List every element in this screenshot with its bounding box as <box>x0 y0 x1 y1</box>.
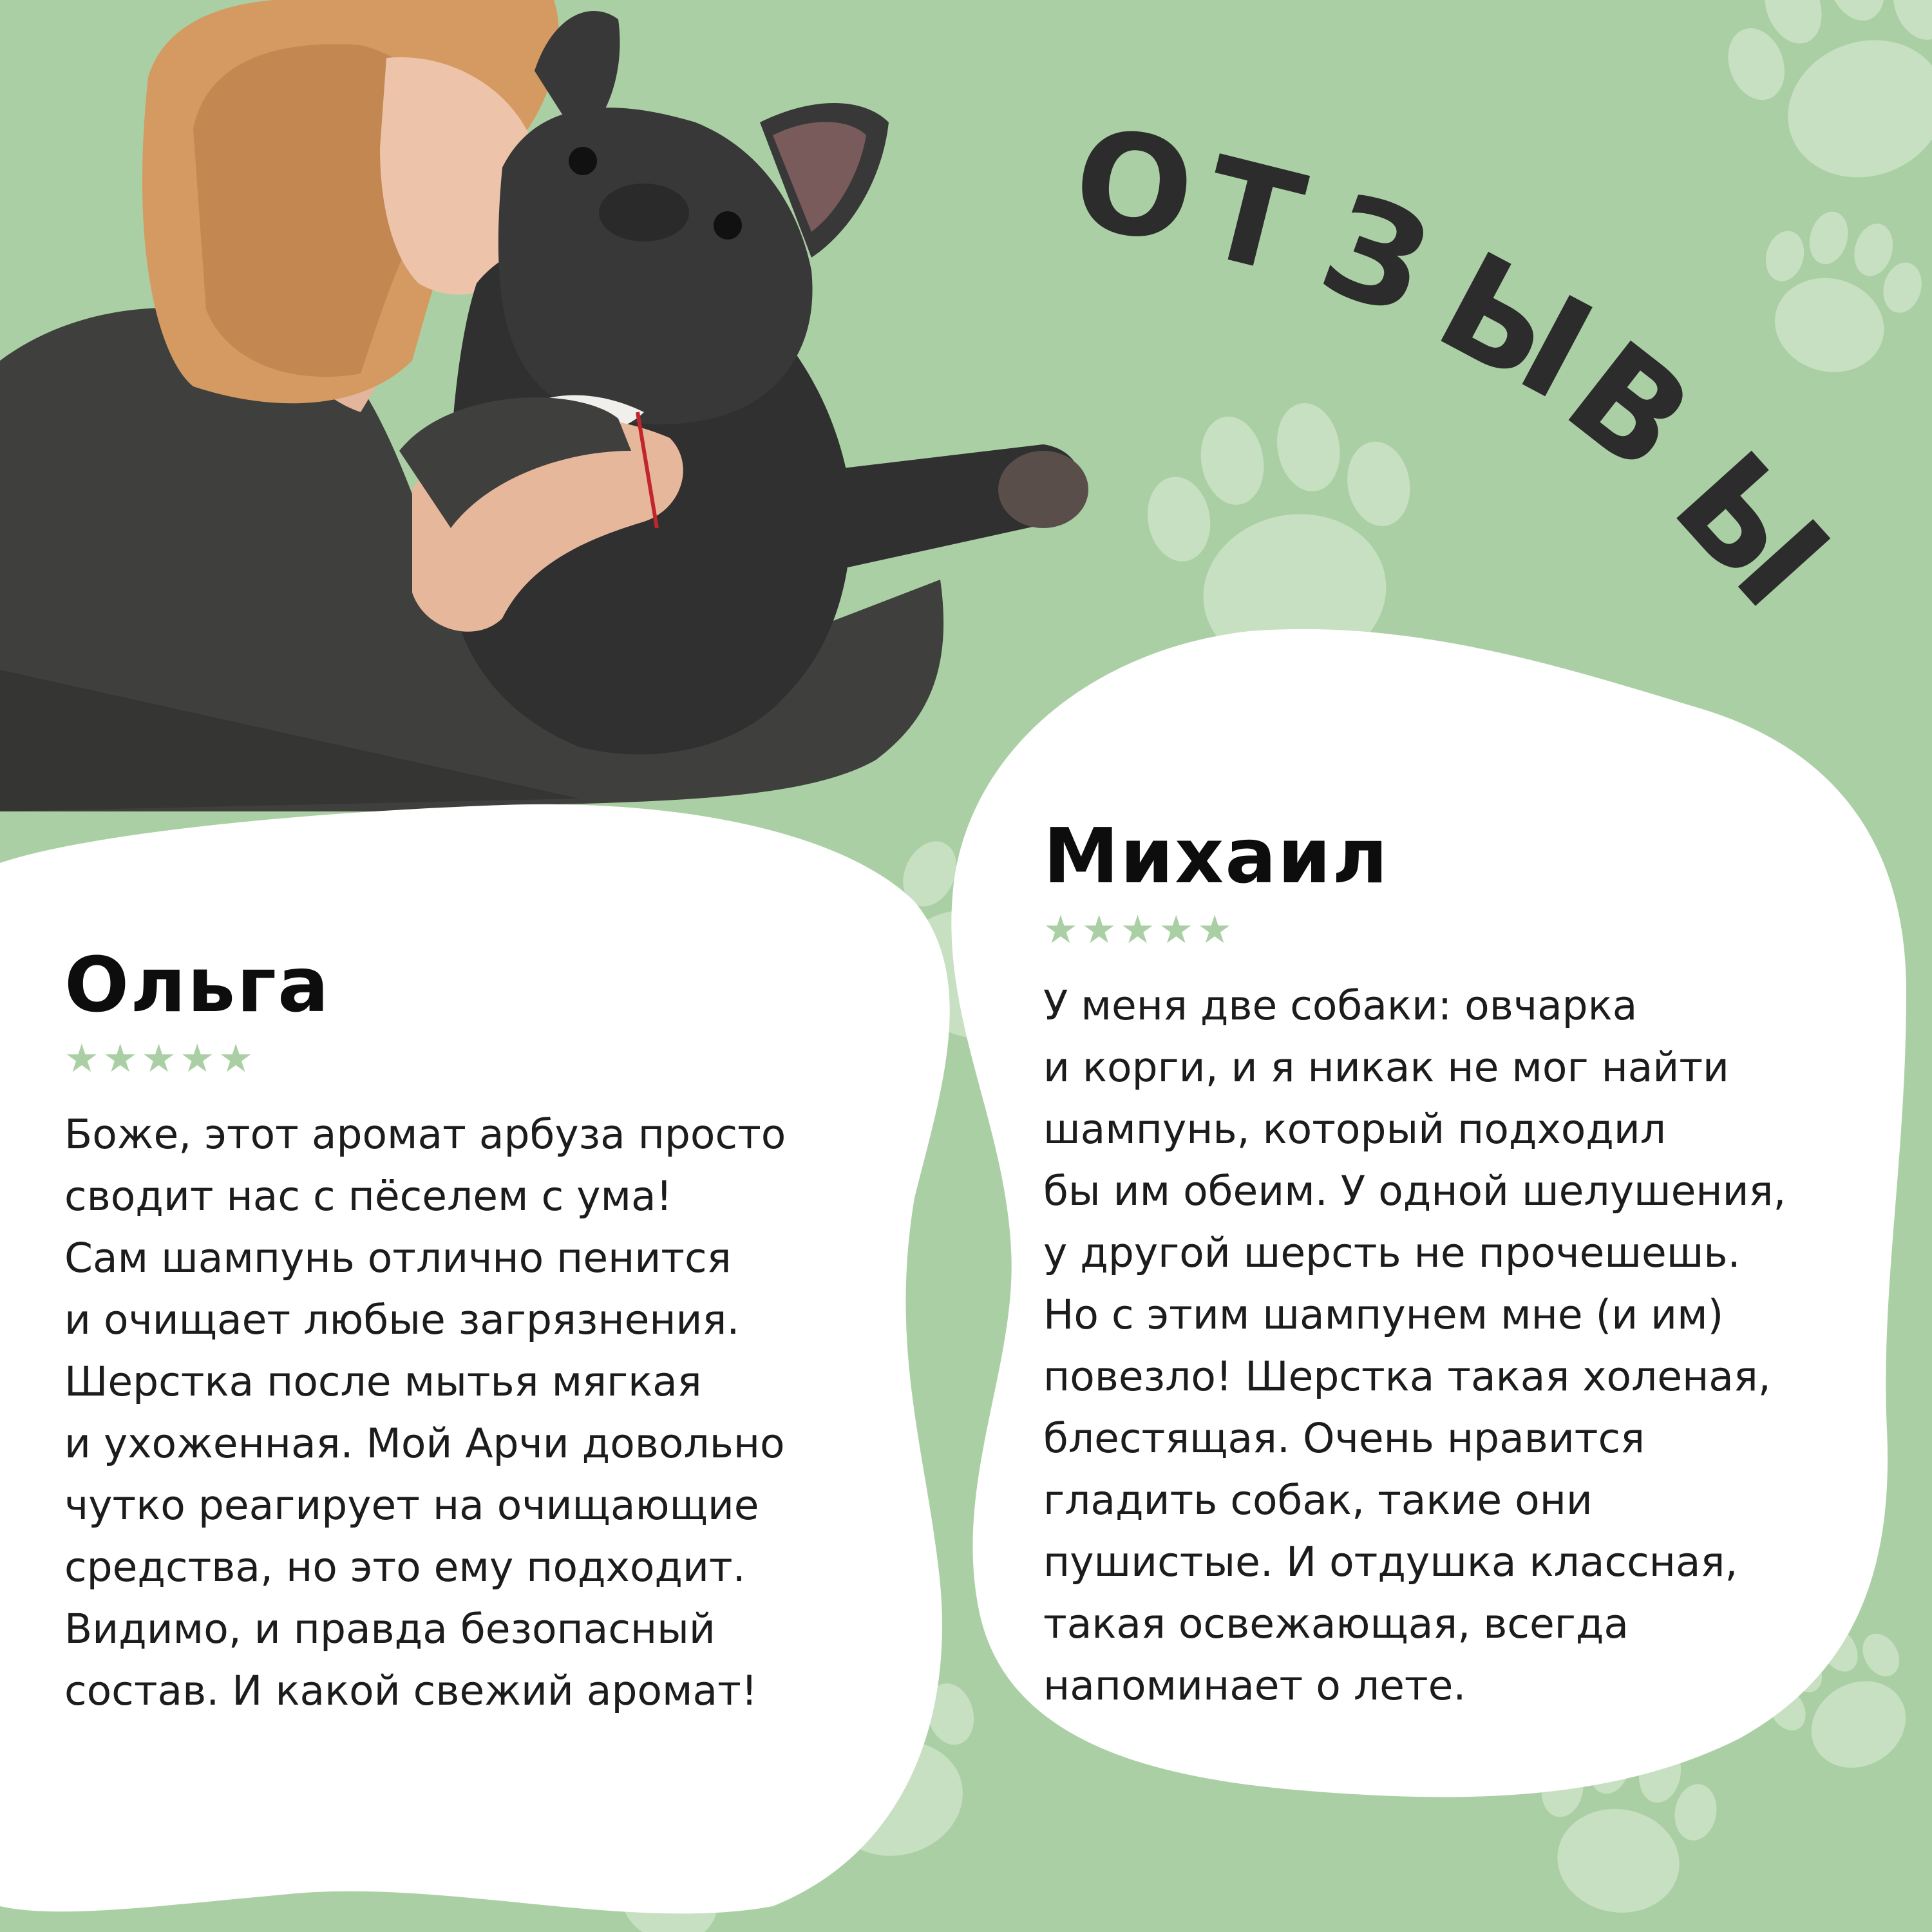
review-text-line: состав. И какой свежий аромат! <box>64 1667 758 1714</box>
title-letter: В <box>1538 310 1721 504</box>
review-text <box>1043 975 1786 1717</box>
star-icon: ★ <box>1197 907 1232 952</box>
review-text-line: чутко реагирует на очищающие <box>64 1482 759 1529</box>
title-letter: Ы <box>1643 422 1860 638</box>
review-text-line: сводит нас с пёселем с ума! <box>64 1173 672 1220</box>
review-card-olga <box>64 940 786 1722</box>
star-icon: ★ <box>1159 907 1194 952</box>
star-icon: ★ <box>180 1036 215 1081</box>
review-text-line: пушистые. И отдушка классная, <box>1043 1539 1738 1586</box>
review-text-line: Сам шампунь отлично пенится <box>64 1235 732 1282</box>
review-text-line: и ухоженная. Мой Арчи довольно <box>64 1420 785 1467</box>
title-letter: Т <box>1186 126 1318 306</box>
review-text-line: и очищает любые загрязнения. <box>64 1296 740 1343</box>
review-text-line: такая освежающая, всегда <box>1043 1600 1629 1647</box>
star-icon: ★ <box>218 1036 253 1081</box>
review-text-line: гладить собак, такие они <box>1043 1477 1593 1524</box>
star-icon: ★ <box>1043 907 1078 952</box>
title-letter: З <box>1302 162 1450 348</box>
review-text-line: Шерстка после мытья мягкая <box>64 1358 702 1405</box>
star-rating <box>64 1036 786 1081</box>
paw-print-icon <box>1704 0 1932 211</box>
review-text-line: блестящая. Очень нравится <box>1043 1415 1645 1462</box>
title-letter: О <box>1064 97 1204 274</box>
star-icon: ★ <box>64 1036 99 1081</box>
review-text-line: Видимо, и правда безопасный <box>64 1605 715 1653</box>
star-icon: ★ <box>141 1036 176 1081</box>
woman-kissing-french-bulldog-photo <box>0 0 1088 811</box>
review-text-line: у другой шерсть не прочешешь. <box>1043 1229 1741 1276</box>
review-text-line: бы им обеим. У одной шелушения, <box>1043 1168 1786 1215</box>
review-text-line: напоминает о лете. <box>1043 1662 1466 1709</box>
reviewer-name: Михаил <box>1043 811 1389 900</box>
star-rating <box>1043 907 1786 952</box>
review-text-line: средства, но это ему подходит. <box>64 1544 746 1591</box>
title-letter: Ы <box>1414 221 1617 431</box>
review-text-line: и корги, и я никак не мог найти <box>1043 1044 1729 1091</box>
review-text-line: повезло! Шерстка такая холеная, <box>1043 1353 1771 1400</box>
review-text-line: У меня две собаки: овчарка <box>1043 982 1638 1029</box>
review-card-mikhail <box>1043 811 1786 1717</box>
paw-print-icon <box>1741 198 1932 390</box>
review-text-line: шампунь, который подходил <box>1043 1106 1667 1153</box>
review-text-line: Но с этим шампунем мне (и им) <box>1043 1291 1724 1338</box>
review-text <box>64 1104 786 1722</box>
review-text-line: Боже, этот аромат арбуза просто <box>64 1111 786 1158</box>
reviewer-name: Ольга <box>64 940 330 1029</box>
star-icon: ★ <box>1081 907 1117 952</box>
star-icon: ★ <box>1120 907 1155 952</box>
star-icon: ★ <box>102 1036 138 1081</box>
